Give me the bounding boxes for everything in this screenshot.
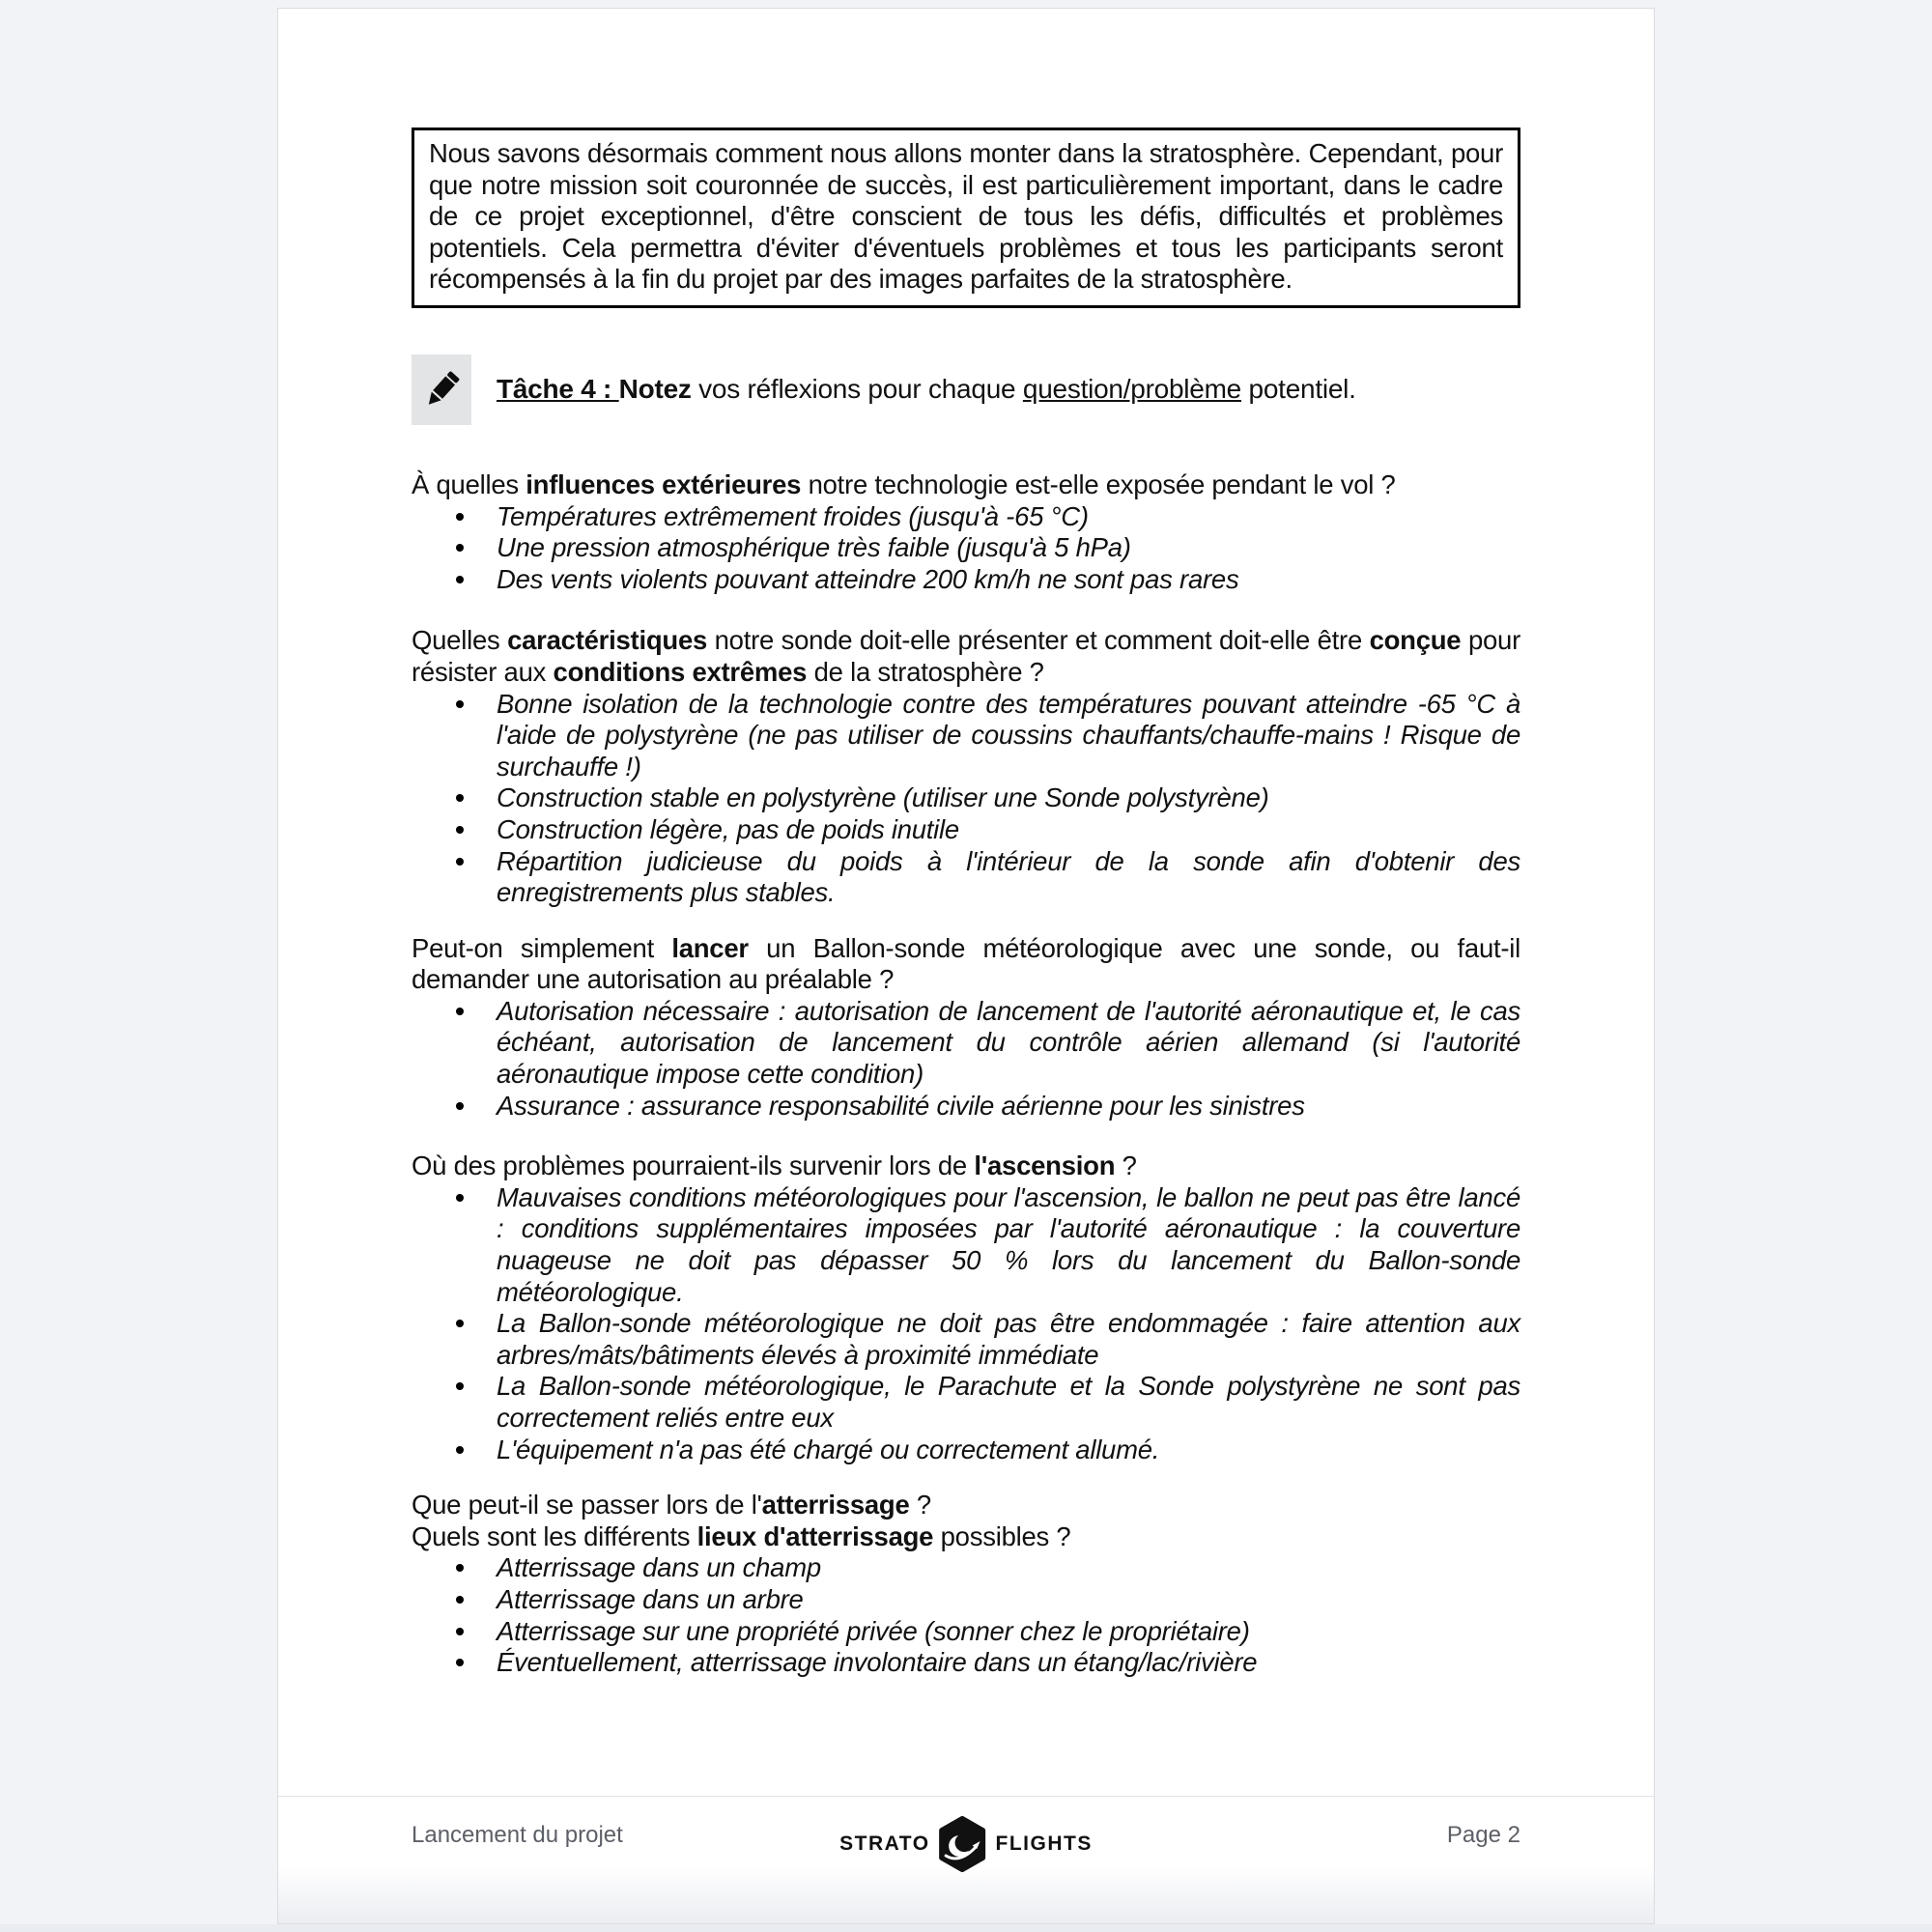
list-item: Répartition judicieuse du poids à l'intérieur de la sonde afin d'obtenir des enregistrements plus stables. xyxy=(412,846,1520,909)
list-item: Atterrissage dans un arbre xyxy=(412,1584,1520,1616)
bullet-list xyxy=(412,689,1520,909)
bullet-list xyxy=(412,996,1520,1122)
list-item: La Ballon-sonde météorologique, le Parachute et la Sonde polystyrène ne sont pas correctement reliés entre eux xyxy=(412,1371,1520,1434)
page-footer xyxy=(278,1796,1654,1923)
task-text: Tâche 4 : Notez vos réflexions pour chaque question/problème potentiel. xyxy=(497,374,1356,405)
bullet-list xyxy=(412,1182,1520,1465)
list-item: Construction stable en polystyrène (utiliser une Sonde polystyrène) xyxy=(412,782,1520,814)
list-item: L'équipement n'a pas été chargé ou correctement allumé. xyxy=(412,1435,1520,1466)
section-influences-exterieures xyxy=(412,469,1520,595)
logo-word-flights: FLIGHTS xyxy=(995,1833,1093,1855)
page-content xyxy=(278,128,1654,1679)
pencil-icon xyxy=(412,355,471,425)
question-ascension-problems: Où des problèmes pourraient-ils survenir lors de l'ascension ? xyxy=(412,1151,1137,1181)
list-item: La Ballon-sonde météorologique ne doit pas être endommagée : faire attention aux arbres/mâts/bâtiments élevés à proximité immédiate xyxy=(412,1308,1520,1371)
logo-word-strato: STRATO xyxy=(839,1833,930,1855)
strato-flights-logo xyxy=(839,1816,1093,1872)
list-item: Des vents violents pouvant atteindre 200 km/h ne sont pas rares xyxy=(412,564,1520,596)
section-atterrissage xyxy=(412,1490,1520,1679)
question-landing-places: Quels sont les différents lieux d'atterrissage possibles ? xyxy=(412,1520,1071,1551)
question-probe-characteristics: Quelles caractéristiques notre sonde doit-elle présenter et comment doit-elle être conçue pour résister aux conditions extrêmes de la stratosphère ? xyxy=(412,625,1520,687)
footer-page-number: Page 2 xyxy=(1446,1822,1520,1848)
list-item: Atterrissage sur une propriété privée (sonner chez le propriétaire) xyxy=(412,1616,1520,1648)
bullet-list xyxy=(412,1552,1520,1678)
list-item: Températures extrêmement froides (jusqu'à -65 °C) xyxy=(412,501,1520,533)
question-launch-authorization: Peut-on simplement lancer un Ballon-sonde météorologique avec une sonde, ou faut-il demander une autorisation au préalable ? xyxy=(412,932,1521,995)
hexagon-rocket-icon xyxy=(939,1816,987,1872)
list-item: Éventuellement, atterrissage involontaire dans un étang/lac/rivière xyxy=(412,1647,1520,1679)
section-problemes-ascension xyxy=(412,1151,1520,1465)
list-item: Construction légère, pas de poids inutile xyxy=(412,814,1520,846)
intro-box xyxy=(412,128,1520,308)
page xyxy=(277,8,1655,1924)
task-row xyxy=(412,355,1520,425)
list-item: Mauvaises conditions météorologiques pour l'ascension, le ballon ne peut pas être lancé : conditions supplémentaires imposées par l'autorité aéronautique : la couverture nuageuse ne doit pas dépasser 50 % lors du lancement du Ballon-sonde météorologique. xyxy=(412,1182,1520,1308)
footer-document-title: Lancement du projet xyxy=(412,1822,623,1848)
intro-text: Nous savons désormais comment nous allons monter dans la stratosphère. Cependant, pour que notre mission soit couronnée de succès, il est particulièrement important, dans le cadre de ce projet exceptionnel, d'être conscient de tous les défis, difficultés et problèmes potentiels. Cela permettra d'éviter d'éventuels problèmes et tous les participants seront récompensés à la fin du projet par des images parfaites de la stratosphère. xyxy=(429,138,1503,295)
list-item: Atterrissage dans un champ xyxy=(412,1552,1520,1584)
question-external-influences: À quelles influences extérieures notre technologie est-elle exposée pendant le vol ? xyxy=(412,469,1396,499)
list-item: Assurance : assurance responsabilité civile aérienne pour les sinistres xyxy=(412,1091,1520,1122)
list-item: Autorisation nécessaire : autorisation de lancement de l'autorité aéronautique et, le cas échéant, autorisation de lancement du contrôle aérien allemand (si l'autorité aéronautique impose cette condition) xyxy=(412,996,1520,1091)
list-item: Bonne isolation de la technologie contre des températures pouvant atteindre -65 °C à l'aide de polystyrène (ne pas utiliser de coussins chauffants/chauffe-mains ! Risque de surchauffe !) xyxy=(412,689,1520,783)
viewer-bottom-gap xyxy=(0,1924,1932,1932)
list-item: Une pression atmosphérique très faible (jusqu'à 5 hPa) xyxy=(412,532,1520,564)
bullet-list xyxy=(412,501,1520,596)
section-caracteristiques-sonde xyxy=(412,625,1520,908)
section-autorisation-lancement xyxy=(412,933,1520,1122)
question-landing: Que peut-il se passer lors de l'atterrissage ? xyxy=(412,1490,931,1520)
